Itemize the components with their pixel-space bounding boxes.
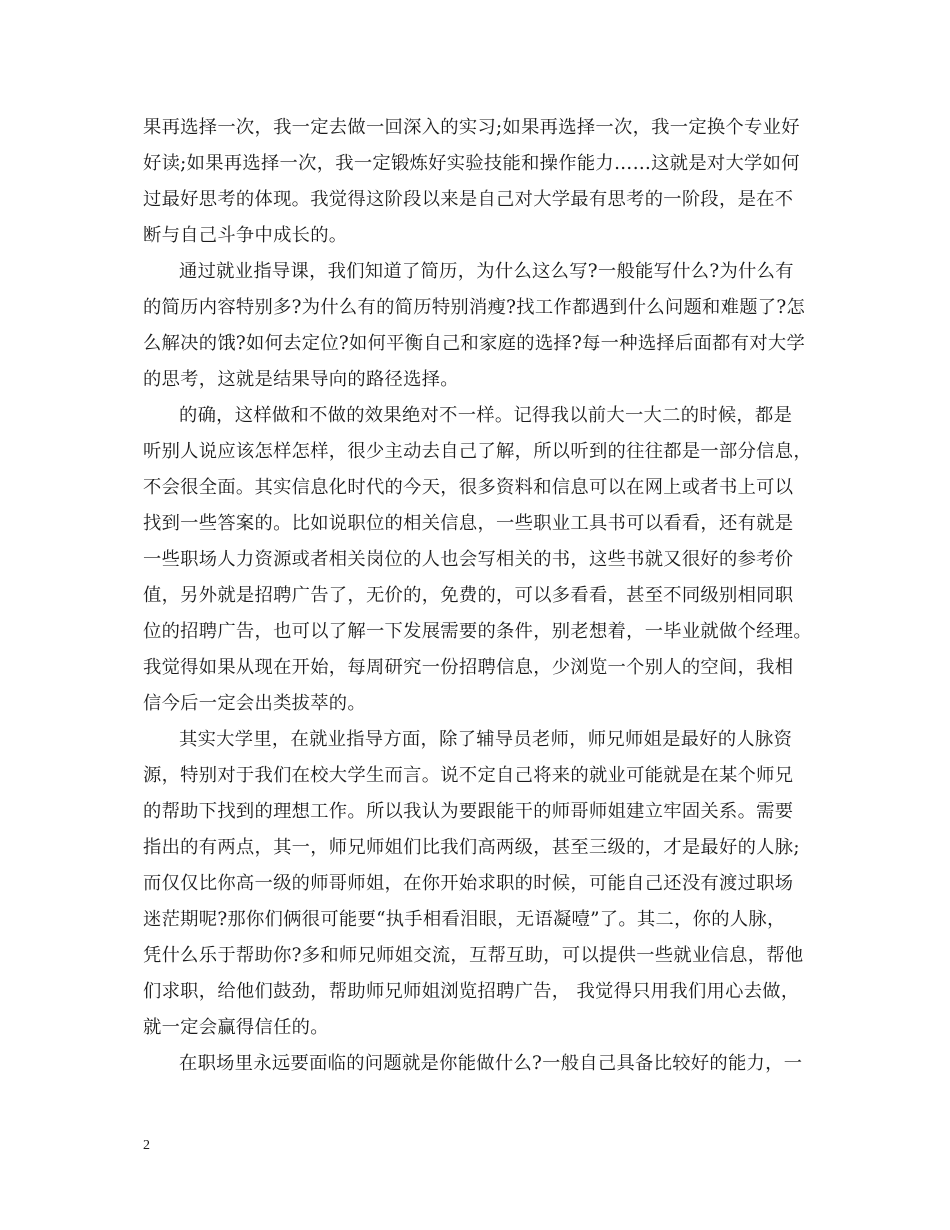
text-line: 就一定会赢得信任的。 xyxy=(143,1017,329,1038)
text-line: 迷茫期呢?那你们俩很可能要“执手相看泪眼，无语凝噎”了。其二，你的人脉， xyxy=(143,909,786,930)
text-line: 的帮助下找到的理想工作。所以我认为要跟能干的师哥师姐建立牢固关系。需要 xyxy=(143,801,794,822)
text-line: 凭什么乐于帮助你?多和师兄师姐交流，互帮互助，可以提供一些就业信息，帮他 xyxy=(143,945,804,966)
paragraph-first-line: 在职场里永远要面临的问题就是你能做什么?一般自己具备比较好的能力，一 xyxy=(179,1053,803,1074)
text-line: 一些职场人力资源或者相关岗位的人也会写相关的书，这些书就又很好的参考价 xyxy=(143,549,794,570)
paragraph-first-line: 的确，这样做和不做的效果绝对不一样。记得我以前大一大二的时候，都是 xyxy=(179,405,793,426)
text-line: 的简历内容特别多?为什么有的简历特别消瘦?找工作都遇到什么问题和难题了?怎 xyxy=(143,297,806,318)
text-line: 位的招聘广告，也可以了解一下发展需要的条件，别老想着，一毕业就做个经理。 xyxy=(143,621,812,642)
paragraph-first-line: 通过就业指导课，我们知道了简历，为什么这么写?一般能写什么?为什么有 xyxy=(179,261,794,282)
text-line: 么解决的饿?如何去定位?如何平衡自己和家庭的选择?每一种选择后面都有对大学 xyxy=(143,333,806,354)
text-line: 听别人说应该怎样怎样，很少主动去自己了解，所以听到的往往都是一部分信息， xyxy=(143,441,812,462)
text-line: 们求职，给他们鼓劲，帮助师兄师姐浏览招聘广告， 我觉得只用我们用心去做， xyxy=(143,981,800,1002)
text-line: 值，另外就是招聘广告了，无价的，免费的，可以多看看，甚至不同级别相同职 xyxy=(143,585,794,606)
text-line: 源，特别对于我们在校大学生而言。说不定自己将来的就业可能就是在某个师兄 xyxy=(143,765,794,786)
text-line: 果再选择一次，我一定去做一回深入的实习;如果再选择一次，我一定换个专业好 xyxy=(143,117,800,138)
paragraph-first-line: 其实大学里，在就业指导方面，除了辅导员老师，师兄师姐是最好的人脉资 xyxy=(179,729,793,750)
text-line: 过最好思考的体现。我觉得这阶段以来是自己对大学最有思考的一阶段，是在不 xyxy=(143,189,794,210)
text-line: 断与自己斗争中成长的。 xyxy=(143,225,348,246)
text-line: 不会很全面。其实信息化时代的今天，很多资料和信息可以在网上或者书上可以 xyxy=(143,477,794,498)
text-line: 好读;如果再选择一次，我一定锻炼好实验技能和操作能力……这就是对大学如何 xyxy=(143,153,800,174)
text-line: 的思考，这就是结果导向的路径选择。 xyxy=(143,369,459,390)
text-line: 我觉得如果从现在开始，每周研究一份招聘信息，少浏览一个别人的空间，我相 xyxy=(143,657,794,678)
text-line: 而仅仅比你高一级的师哥师姐，在你开始求职的时候，可能自己还没有渡过职场 xyxy=(143,873,794,894)
page-number: 2 xyxy=(143,1138,150,1153)
text-line: 找到一些答案的。比如说职位的相关信息，一些职业工具书可以看看，还有就是 xyxy=(143,513,794,534)
text-line: 信今后一定会出类拔萃的。 xyxy=(143,693,366,714)
text-line: 指出的有两点，其一，师兄师姐们比我们高两级，甚至三级的，才是最好的人脉; xyxy=(143,837,800,858)
